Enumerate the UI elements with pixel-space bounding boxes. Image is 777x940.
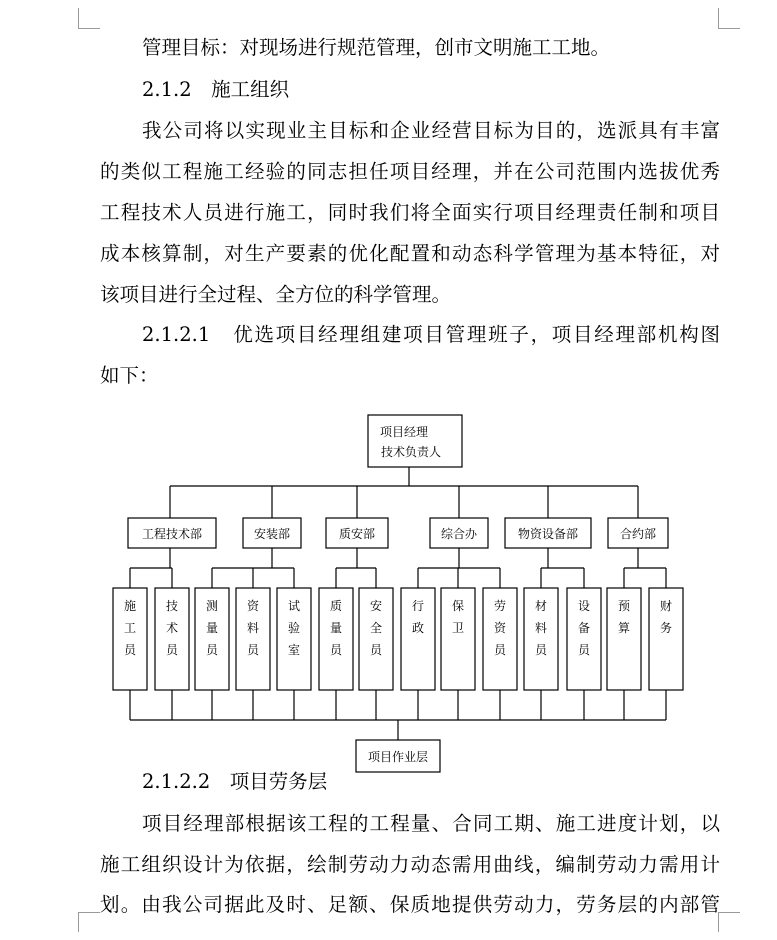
paragraph-line: 施工组织设计为依据，绘制劳动力动态需用曲线，编制劳动力需用计 [100,853,720,876]
staff-label-char: 料 [246,621,260,635]
department-label: 合约部 [619,527,657,541]
department-label: 安装部 [253,527,291,541]
staff-label-char: 施 [123,599,137,613]
department-label: 物资设备部 [517,527,579,541]
staff-label-char: 保 [451,599,465,613]
work-layer-label: 项目作业层 [367,750,429,764]
staff-label-char: 员 [534,643,548,657]
staff-label-char: 技 [165,599,179,613]
staff-label-char: 预 [617,599,631,613]
paragraph-line: 划。由我公司据此及时、足额、保质地提供劳动力，劳务层的内部管 [100,893,720,916]
staff-label-char: 备 [577,621,591,635]
staff-label-char: 员 [246,643,260,657]
staff-label-char: 员 [493,643,507,657]
staff-label-char: 政 [411,621,425,635]
staff-label-char: 劳 [493,599,507,613]
staff-label-char: 行 [411,599,425,613]
tech-lead-label: 技术负责人 [380,445,442,459]
paragraph-line: 成本核算制，对生产要素的优化配置和动态科学管理为基本特征，对 [100,242,720,265]
staff-label-char: 员 [577,643,591,657]
staff-label-char: 试 [287,599,301,613]
staff-label-char: 室 [287,643,301,657]
staff-label-char: 质 [329,599,343,613]
paragraph-line: 的类似工程施工经验的同志担任项目经理，并在公司范围内选拔优秀 [100,160,720,183]
paragraph-line: 工程技术人员进行施工，同时我们将全面实行项目经理责任制和项目 [100,201,720,224]
department-label: 质安部 [338,527,376,541]
staff-label-char: 资 [493,621,507,635]
staff-label-char: 员 [123,643,137,657]
department-label: 综合办 [440,527,478,541]
staff-label-char: 测 [205,599,219,613]
staff-label-char: 术 [165,621,179,635]
staff-label-char: 员 [165,643,179,657]
staff-label-char: 料 [534,621,548,635]
section-heading-2-1-2: 2.1.2 施工组织 [142,78,290,101]
staff-label-char: 财 [659,599,673,613]
staff-label-char: 设 [577,599,591,613]
section-heading-2-1-2-1: 2.1.2.1 优选项目经理组建项目管理班子，项目经理部机构图 [142,323,720,346]
staff-label-char: 全 [369,621,383,635]
staff-label-char: 材 [534,599,548,613]
staff-label-char: 员 [205,643,219,657]
top-manager-box [368,415,462,467]
staff-label-char: 算 [617,621,631,635]
staff-label-char: 卫 [451,621,465,635]
staff-label-char: 量 [205,621,219,635]
staff-label-char: 务 [659,621,673,635]
staff-label-char: 安 [369,599,383,613]
paragraph-line: 项目经理部根据该工程的工程量、合同工期、施工进度计划，以 [142,812,720,835]
paragraph-line: 如下： [100,364,159,387]
top-manager-label: 项目经理 [379,425,429,439]
staff-label-char: 验 [287,621,301,635]
staff-label-char: 资 [246,599,260,613]
paragraph-line: 我公司将以实现业主目标和企业经营目标为目的，选派具有丰富 [142,119,720,142]
department-label: 工程技术部 [141,527,203,541]
section-heading-2-1-2-2: 2.1.2.2 项目劳务层 [142,770,328,793]
paragraph-line: 该项目进行全过程、全方位的科学管理。 [100,283,452,306]
staff-label-char: 量 [329,621,343,635]
staff-label-char: 员 [329,643,343,657]
staff-label-char: 工 [123,621,137,635]
staff-label-char: 员 [369,643,383,657]
management-goal-line: 管理目标：对现场进行规范管理，创市文明施工工地。 [142,36,611,59]
